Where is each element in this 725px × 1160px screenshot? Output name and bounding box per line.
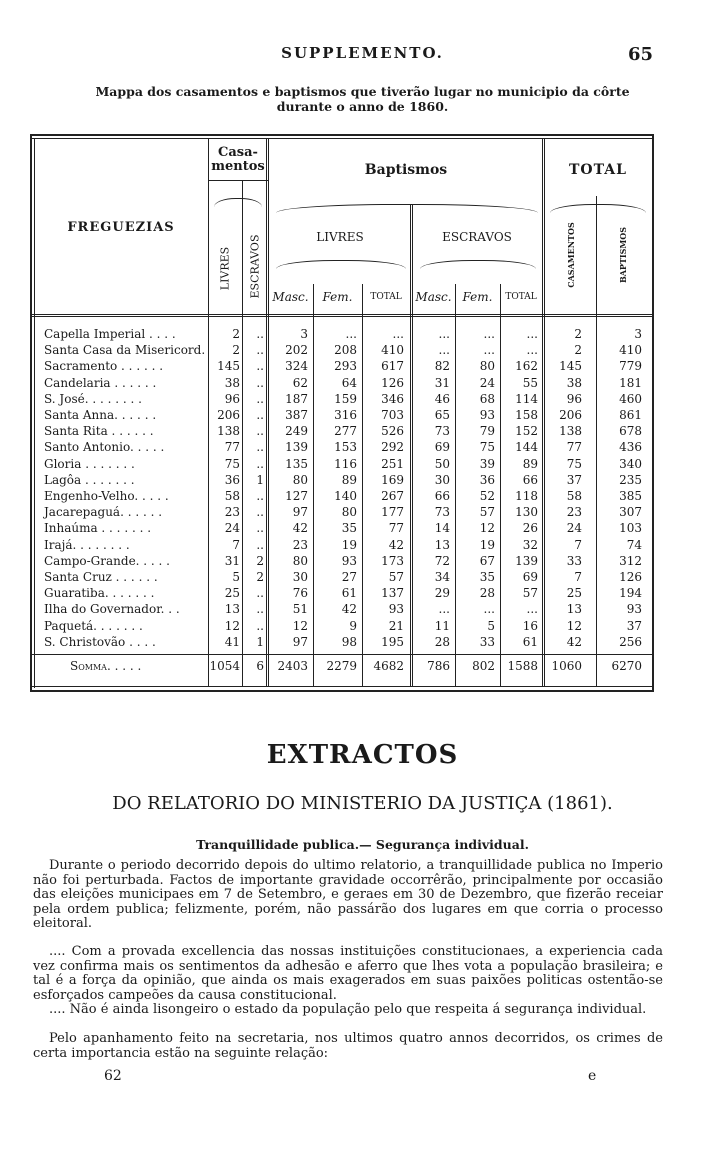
- cell-livres-fem: 61: [341, 586, 357, 601]
- table-row: [30, 520, 654, 536]
- cell-casamentos-escravos: ..: [256, 327, 264, 341]
- cell-livres-total: 410: [381, 343, 404, 358]
- cell-total-baptismos: 307: [619, 505, 642, 520]
- cell-total-casamentos: 138: [559, 424, 582, 439]
- cell-escravos-fem: 80: [479, 359, 495, 374]
- cell-livres-total: 526: [381, 424, 404, 439]
- cell-total-baptismos: 410: [619, 343, 642, 358]
- cell-casamentos-livres: 12: [224, 618, 240, 633]
- table-row: [30, 488, 654, 504]
- cell-escravos-total: 139: [515, 553, 538, 568]
- cell-livres-total: 195: [381, 634, 404, 649]
- cell-casamentos-livres: 23: [224, 505, 240, 520]
- cell-escravos-fem: 12: [479, 521, 495, 536]
- table-row: [30, 407, 654, 423]
- parish-name: Capella Imperial . . . .: [44, 327, 176, 341]
- cell-livres-masc: 202: [285, 343, 308, 358]
- cell-total-casamentos: 58: [566, 489, 582, 503]
- cell-livres-fem: ...: [345, 327, 357, 341]
- table-caption-line1: Mappa dos casamentos e baptismos que tiverão lugar no municipio da côrte: [95, 84, 630, 99]
- cell-casamentos-escravos: 6: [256, 659, 264, 673]
- parish-name: Paquetá. . . . . . .: [44, 618, 143, 633]
- cell-escravos-masc: ...: [438, 602, 450, 617]
- cell-escravos-total: ...: [526, 327, 538, 341]
- cell-escravos-masc: 50: [434, 456, 450, 471]
- cell-escravos-total: 130: [515, 505, 538, 520]
- cell-escravos-fem: 75: [479, 440, 495, 455]
- cell-livres-masc: 23: [292, 537, 308, 552]
- cell-casamentos-escravos: ..: [256, 586, 264, 601]
- cell-total-casamentos: 75: [566, 456, 582, 471]
- cell-casamentos-livres: 138: [217, 424, 240, 439]
- cell-livres-masc: 135: [285, 456, 308, 471]
- parish-name: Inhaúma . . . . . . .: [44, 521, 152, 536]
- parish-name: Gloria . . . . . . .: [44, 456, 135, 471]
- cell-escravos-total: 32: [522, 537, 538, 552]
- table-row: [30, 537, 654, 553]
- cell-livres-masc: 76: [292, 586, 308, 601]
- cell-livres-total: 173: [381, 553, 404, 568]
- cell-livres-total: 267: [381, 489, 404, 503]
- header-total: TOTAL: [569, 162, 627, 178]
- gathering-letter: e: [588, 1068, 597, 1084]
- parish-name: Candelaria . . . . . .: [44, 375, 157, 390]
- brace-escravos: [420, 260, 536, 269]
- cell-casamentos-livres: 38: [224, 375, 240, 390]
- cell-total-casamentos: 38: [566, 375, 582, 390]
- table-row: [30, 423, 654, 439]
- cell-livres-masc: 97: [292, 634, 308, 649]
- cell-escravos-fem: 33: [479, 634, 495, 649]
- cell-livres-fem: 293: [334, 359, 357, 374]
- header-livres-total: TOTAL: [370, 292, 402, 302]
- header-freguezias: FREGUEZIAS: [67, 220, 175, 235]
- cell-escravos-fem: 57: [479, 505, 495, 520]
- rule-under-casamentos: [208, 180, 268, 181]
- paragraph-2: .... Com a provada excellencia das nossas instituições constitucionaes, a experiencia cada vez confirma mais os sentimentos da adhesão e aferro que lhes vota a população brasileira; e tal é a força da opinião, que ainda os mais exagerados em suas paixões politicas ostentão-se esforçados campeões da causa constitucional.: [33, 944, 663, 1003]
- cell-livres-total: 617: [381, 359, 404, 374]
- table-row: [30, 391, 654, 407]
- cell-casamentos-livres: 13: [224, 602, 240, 617]
- table-bottom-rule-inner: [30, 686, 654, 687]
- cell-escravos-fem: 802: [472, 659, 495, 673]
- cell-escravos-total: 158: [515, 408, 538, 422]
- cell-total-baptismos: 460: [619, 391, 642, 406]
- cell-escravos-masc: 46: [434, 391, 450, 406]
- header-casamentos-line1: Casa-: [218, 145, 258, 160]
- cell-escravos-masc: 73: [434, 424, 450, 439]
- parish-name: Jacarepaguá. . . . . .: [44, 505, 163, 520]
- cell-casamentos-escravos: 1: [256, 634, 264, 649]
- page-number: 65: [627, 44, 653, 65]
- cell-livres-fem: 140: [334, 489, 357, 503]
- cell-escravos-fem: 19: [479, 537, 495, 552]
- section-heading: Tranquillidade publica.— Segurança individual.: [196, 837, 529, 852]
- cell-casamentos-livres: 77: [224, 440, 240, 455]
- cell-livres-total: 42: [388, 537, 404, 552]
- cell-livres-fem: 89: [341, 472, 357, 487]
- parish-name: S. José. . . . . . . .: [44, 391, 142, 406]
- cell-livres-fem: 80: [341, 505, 357, 520]
- cell-casamentos-escravos: ..: [256, 359, 264, 374]
- header-livres-fem: Fem.: [322, 290, 353, 304]
- cell-total-baptismos: 93: [626, 602, 642, 617]
- cell-total-baptismos: 436: [619, 440, 642, 455]
- cell-escravos-total: 69: [522, 570, 538, 584]
- cell-escravos-masc: 11: [434, 618, 450, 633]
- cell-escravos-masc: 28: [434, 634, 450, 649]
- cell-casamentos-escravos: ..: [256, 505, 264, 520]
- cell-escravos-total: 152: [515, 424, 538, 439]
- cell-livres-total: 346: [381, 391, 404, 406]
- table-row: [30, 585, 654, 601]
- cell-casamentos-livres: 7: [232, 537, 240, 552]
- cell-total-casamentos: 145: [559, 359, 582, 374]
- cell-livres-masc: 249: [285, 424, 308, 439]
- cell-livres-masc: 62: [292, 375, 308, 390]
- cell-escravos-masc: 82: [434, 359, 450, 374]
- cell-total-baptismos: 74: [626, 537, 642, 552]
- parish-name: Somma. . . . .: [70, 659, 142, 673]
- cell-livres-total: 57: [388, 570, 404, 584]
- brace-baptismos: [276, 204, 538, 213]
- table-row: [30, 601, 654, 617]
- header-escravos-fem: Fem.: [462, 290, 493, 304]
- cell-livres-total: 177: [381, 505, 404, 520]
- table-row: [30, 326, 654, 342]
- cell-casamentos-escravos: ..: [256, 343, 264, 358]
- cell-total-baptismos: 181: [619, 375, 642, 390]
- header-escravos-total: TOTAL: [505, 292, 537, 302]
- cell-total-baptismos: 312: [619, 553, 642, 568]
- cell-casamentos-escravos: ..: [256, 424, 264, 439]
- cell-livres-fem: 208: [334, 343, 357, 358]
- cell-casamentos-livres: 5: [232, 570, 240, 584]
- cell-casamentos-livres: 2: [232, 343, 240, 358]
- cell-livres-fem: 116: [334, 456, 357, 471]
- table-row: [30, 358, 654, 374]
- cell-livres-total: 137: [381, 586, 404, 601]
- cell-escravos-masc: 69: [434, 440, 450, 455]
- table-row: [30, 618, 654, 634]
- cell-casamentos-livres: 41: [224, 634, 240, 649]
- cell-total-casamentos: 2: [574, 327, 582, 341]
- brace-livres: [276, 260, 406, 269]
- cell-livres-fem: 64: [341, 375, 357, 390]
- cell-escravos-total: 57: [522, 586, 538, 601]
- cell-escravos-masc: 73: [434, 505, 450, 520]
- header-casamentos: [208, 146, 268, 174]
- parish-name: Sacramento . . . . . .: [44, 359, 164, 374]
- parish-name: Santo Antonio. . . . .: [44, 440, 165, 455]
- cell-total-baptismos: 194: [619, 586, 642, 601]
- paragraph-4: Pelo apanhamento feito na secretaria, nos ultimos quatro annos decorridos, os crimes de certa importancia estão na seguinte relação:: [33, 1031, 663, 1061]
- cell-total-baptismos: 861: [619, 408, 642, 422]
- cell-casamentos-escravos: ..: [256, 537, 264, 552]
- cell-escravos-fem: 35: [479, 570, 495, 584]
- cell-livres-masc: 387: [285, 408, 308, 422]
- cell-livres-masc: 30: [292, 570, 308, 584]
- cell-livres-total: 292: [381, 440, 404, 455]
- cell-casamentos-escravos: ..: [256, 602, 264, 617]
- header-bottom-rule-double: [30, 316, 654, 317]
- parish-name: Campo-Grande. . . . .: [44, 553, 170, 568]
- header-bottom-rule: [30, 314, 654, 315]
- cell-total-baptismos: 678: [619, 424, 642, 439]
- cell-total-baptismos: 340: [619, 456, 642, 471]
- table-row: [30, 553, 654, 569]
- cell-total-baptismos: 126: [619, 570, 642, 584]
- table-row: [30, 634, 654, 650]
- signature-mark: 62: [104, 1068, 122, 1084]
- cell-casamentos-escravos: 1: [256, 472, 264, 487]
- cell-escravos-masc: 66: [434, 489, 450, 503]
- cell-escravos-total: 89: [522, 456, 538, 471]
- cell-escravos-fem: 67: [479, 553, 495, 568]
- cell-total-casamentos: 42: [566, 634, 582, 649]
- cell-casamentos-livres: 24: [224, 521, 240, 536]
- cell-casamentos-escravos: ..: [256, 440, 264, 455]
- header-rot-baptismos: BAPTISMOS: [618, 226, 628, 284]
- cell-escravos-total: 55: [522, 375, 538, 390]
- cell-total-casamentos: 2: [574, 343, 582, 358]
- cell-total-casamentos: 33: [566, 553, 582, 568]
- cell-escravos-fem: ...: [483, 343, 495, 358]
- cell-total-casamentos: 12: [566, 618, 582, 633]
- cell-escravos-masc: 786: [427, 659, 450, 673]
- header-escravos-masc: Masc.: [415, 290, 452, 304]
- cell-total-casamentos: 25: [566, 586, 582, 601]
- cell-total-baptismos: 235: [619, 472, 642, 487]
- cell-total-casamentos: 37: [566, 472, 582, 487]
- extractos-title: EXTRACTOS: [266, 740, 459, 770]
- cell-escravos-fem: ...: [483, 327, 495, 341]
- cell-casamentos-livres: 58: [224, 489, 240, 503]
- extractos-subtitle: DO RELATORIO DO MINISTERIO DA JUSTIÇA (1861).: [112, 793, 613, 814]
- cell-total-baptismos: 6270: [611, 659, 642, 673]
- cell-livres-masc: 80: [292, 553, 308, 568]
- cell-escravos-fem: 93: [479, 408, 495, 422]
- cell-total-baptismos: 779: [619, 359, 642, 374]
- cell-escravos-fem: 39: [479, 456, 495, 471]
- cell-livres-fem: 316: [334, 408, 357, 422]
- cell-livres-fem: 19: [341, 537, 357, 552]
- total-row: [30, 658, 654, 674]
- cell-livres-fem: 98: [341, 634, 357, 649]
- cell-escravos-fem: 79: [479, 424, 495, 439]
- cell-casamentos-livres: 2: [232, 327, 240, 341]
- table-top-rule-inner: [30, 138, 654, 139]
- cell-livres-masc: 12: [292, 618, 308, 633]
- cell-casamentos-escravos: ..: [256, 456, 264, 471]
- table-bottom-rule: [30, 690, 654, 692]
- cell-livres-masc: 80: [292, 472, 308, 487]
- cell-livres-fem: 159: [334, 391, 357, 406]
- parish-name: S. Christovão . . . .: [44, 634, 156, 649]
- table-row: [30, 375, 654, 391]
- table-row: [30, 569, 654, 585]
- table-top-rule: [30, 134, 654, 136]
- cell-livres-masc: 42: [292, 521, 308, 536]
- cell-livres-total: 251: [381, 456, 404, 471]
- paragraph-1: Durante o periodo decorrido depois do ultimo relatorio, a tranquillidade publica no Imperio não foi perturbada. Factos de importante gravidade occorrêrão, principalmente por occasião das eleições municipaes em 7 de Setembro, e geraes em 30 de Dezembro, que fizerão receiar pela ordem publica; felizmente, porém, não passárão dos lugares em que corria o processo eleitoral.: [33, 858, 663, 931]
- brace-total: [550, 204, 646, 213]
- cell-livres-total: 126: [381, 375, 404, 390]
- cell-livres-masc: 51: [292, 602, 308, 617]
- header-rot-livres: LIVRES: [218, 246, 232, 291]
- cell-escravos-masc: 29: [434, 586, 450, 601]
- cell-escravos-fem: 36: [479, 472, 495, 487]
- table-row: [30, 342, 654, 358]
- table-row: [30, 472, 654, 488]
- parish-name: Irajá. . . . . . . .: [44, 537, 130, 552]
- table-row: [30, 504, 654, 520]
- cell-livres-fem: 42: [341, 602, 357, 617]
- cell-casamentos-escravos: 2: [256, 570, 264, 584]
- cell-livres-masc: 2403: [277, 659, 308, 673]
- cell-livres-masc: 324: [285, 359, 308, 374]
- cell-casamentos-escravos: ..: [256, 408, 264, 422]
- cell-livres-fem: 27: [341, 570, 357, 584]
- parish-name: Ilha do Governador. . .: [44, 602, 180, 617]
- cell-casamentos-escravos: ..: [256, 391, 264, 406]
- cell-escravos-total: ...: [526, 343, 538, 358]
- cell-casamentos-livres: 206: [217, 408, 240, 422]
- cell-total-casamentos: 77: [566, 440, 582, 455]
- table-row: [30, 456, 654, 472]
- cell-casamentos-livres: 96: [224, 391, 240, 406]
- cell-livres-total: 169: [381, 472, 404, 487]
- total-top-rule: [30, 654, 654, 655]
- cell-escravos-total: 61: [522, 634, 538, 649]
- cell-escravos-fem: 68: [479, 391, 495, 406]
- header-rot-casamentos: CASAMENTOS: [566, 222, 576, 288]
- cell-livres-total: 93: [388, 602, 404, 617]
- cell-casamentos-escravos: 2: [256, 553, 264, 568]
- statistics-table: [30, 134, 654, 694]
- cell-escravos-total: 144: [515, 440, 538, 455]
- table-row: [30, 439, 654, 455]
- cell-casamentos-livres: 25: [224, 586, 240, 601]
- cell-total-casamentos: 24: [566, 521, 582, 536]
- cell-casamentos-livres: 1054: [209, 659, 240, 673]
- cell-livres-masc: 139: [285, 440, 308, 455]
- cell-livres-masc: 97: [292, 505, 308, 520]
- cell-total-casamentos: 13: [566, 602, 582, 617]
- parish-name: Guaratiba. . . . . . .: [44, 586, 155, 601]
- cell-livres-total: 77: [388, 521, 404, 536]
- paragraph-3: .... Não é ainda lisongeiro o estado da população pelo que respeita á segurança individual.: [49, 1002, 647, 1017]
- table-caption-line2: durante o anno de 1860.: [276, 99, 449, 114]
- brace-casamentos: [214, 198, 262, 207]
- cell-casamentos-livres: 75: [224, 456, 240, 471]
- cell-total-baptismos: 3: [634, 327, 642, 341]
- cell-casamentos-livres: 145: [217, 359, 240, 374]
- cell-escravos-masc: 72: [434, 553, 450, 568]
- parish-name: Lagôa . . . . . . .: [44, 472, 135, 487]
- header-casamentos-line2: mentos: [211, 159, 265, 174]
- cell-livres-fem: 277: [334, 424, 357, 439]
- cell-escravos-total: 114: [515, 391, 538, 406]
- cell-escravos-masc: ...: [438, 343, 450, 358]
- cell-livres-fem: 153: [334, 440, 357, 455]
- cell-escravos-masc: 34: [434, 570, 450, 584]
- cell-livres-total: 703: [381, 408, 404, 422]
- cell-livres-total: ...: [392, 327, 404, 341]
- cell-total-casamentos: 1060: [551, 659, 582, 673]
- cell-livres-total: 21: [388, 618, 404, 633]
- cell-escravos-total: 66: [522, 472, 538, 487]
- cell-escravos-masc: 65: [434, 408, 450, 422]
- cell-escravos-total: 162: [515, 359, 538, 374]
- parish-name: Santa Casa da Misericord.: [44, 343, 206, 358]
- cell-total-baptismos: 37: [626, 618, 642, 633]
- header-baptismos: Baptismos: [364, 162, 448, 178]
- cell-livres-total: 4682: [373, 659, 404, 673]
- parish-name: Engenho-Velho. . . . .: [44, 489, 169, 503]
- cell-escravos-masc: ...: [438, 327, 450, 341]
- cell-livres-masc: 187: [285, 391, 308, 406]
- cell-total-casamentos: 7: [574, 537, 582, 552]
- cell-escravos-masc: 14: [434, 521, 450, 536]
- cell-livres-fem: 2279: [326, 659, 357, 673]
- cell-casamentos-escravos: ..: [256, 521, 264, 536]
- cell-livres-fem: 93: [341, 553, 357, 568]
- cell-escravos-masc: 13: [434, 537, 450, 552]
- cell-casamentos-livres: 31: [224, 553, 240, 568]
- cell-livres-masc: 127: [285, 489, 308, 503]
- cell-escravos-fem: ...: [483, 602, 495, 617]
- cell-escravos-total: 1588: [507, 659, 538, 673]
- cell-total-baptismos: 256: [619, 634, 642, 649]
- header-livres: LIVRES: [316, 230, 364, 244]
- cell-livres-masc: 3: [300, 327, 308, 341]
- cell-escravos-total: 26: [522, 521, 538, 536]
- cell-livres-fem: 35: [341, 521, 357, 536]
- cell-total-casamentos: 96: [566, 391, 582, 406]
- cell-escravos-total: 118: [515, 489, 538, 503]
- header-livres-masc: Masc.: [272, 290, 309, 304]
- parish-name: Santa Rita . . . . . .: [44, 424, 154, 439]
- cell-total-casamentos: 206: [559, 408, 582, 422]
- cell-escravos-fem: 24: [479, 375, 495, 390]
- cell-total-casamentos: 23: [566, 505, 582, 520]
- cell-escravos-fem: 28: [479, 586, 495, 601]
- cell-total-baptismos: 385: [619, 489, 642, 503]
- cell-total-baptismos: 103: [619, 521, 642, 536]
- cell-escravos-masc: 30: [434, 472, 450, 487]
- header-escravos: ESCRAVOS: [442, 230, 512, 244]
- cell-casamentos-livres: 36: [224, 472, 240, 487]
- cell-escravos-fem: 5: [487, 618, 495, 633]
- cell-casamentos-escravos: ..: [256, 489, 264, 503]
- cell-escravos-total: 16: [522, 618, 538, 633]
- cell-casamentos-escravos: ..: [256, 375, 264, 390]
- cell-escravos-total: ...: [526, 602, 538, 617]
- parish-name: Santa Anna. . . . . .: [44, 408, 157, 422]
- cell-total-casamentos: 7: [574, 570, 582, 584]
- cell-livres-fem: 9: [349, 618, 357, 633]
- header-rot-escravos: ESCRAVOS: [248, 234, 262, 299]
- running-header: SUPPLEMENTO.: [281, 44, 444, 62]
- parish-name: Santa Cruz . . . . . .: [44, 570, 158, 584]
- cell-escravos-masc: 31: [434, 375, 450, 390]
- cell-casamentos-escravos: ..: [256, 618, 264, 633]
- cell-escravos-fem: 52: [479, 489, 495, 503]
